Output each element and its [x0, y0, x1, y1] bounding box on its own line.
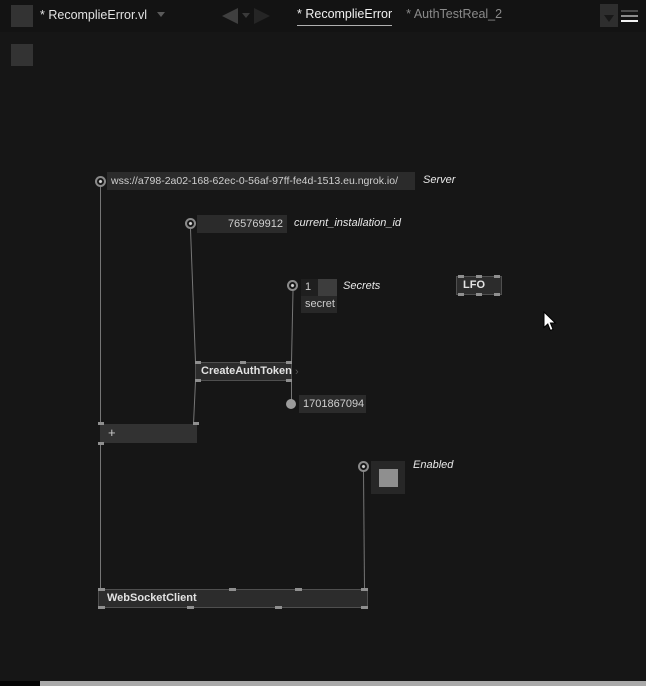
create-auth-token-node[interactable]: [195, 362, 292, 381]
lfo-output-pin[interactable]: [476, 293, 482, 296]
lfo-output-pin[interactable]: [458, 293, 464, 296]
secrets-index-cell[interactable]: 1: [301, 279, 318, 296]
wire-createauthtoken-to-plus: [194, 381, 196, 424]
scrollbar-corner: [0, 681, 40, 686]
wire-secrets-to-createauthtoken: [292, 291, 294, 362]
enabled-checkbox[interactable]: [371, 461, 405, 494]
websocket-client-node[interactable]: [98, 589, 368, 608]
quad-dropdown-button[interactable]: [600, 4, 618, 27]
websocket-client-title: WebSocketClient: [107, 592, 197, 604]
patch-tabs: [297, 7, 502, 26]
navigate-back-icon[interactable]: [222, 8, 238, 24]
enabled-checkbox-checkmark: [379, 469, 398, 487]
create-auth-token-input-pin[interactable]: [240, 361, 246, 364]
installation-id-pin-label: current_installation_id: [294, 217, 402, 229]
wire-enabled-to-websocketclient: [364, 471, 365, 589]
websocket-client-output-pin[interactable]: [98, 606, 105, 609]
websocket-client-output-pin[interactable]: [361, 606, 368, 609]
document-button[interactable]: [11, 5, 33, 27]
plus-node[interactable]: [100, 424, 197, 443]
lfo-input-pin[interactable]: [458, 275, 464, 278]
lfo-node[interactable]: [456, 276, 502, 295]
tab-recomplieerror[interactable]: * RecomplieError: [297, 7, 392, 26]
create-auth-token-output-pin[interactable]: [195, 379, 201, 382]
plus-input-pin[interactable]: [193, 422, 199, 425]
create-auth-token-input-pin[interactable]: [195, 361, 201, 364]
hamburger-menu-icon[interactable]: [621, 10, 638, 24]
server-input-pin[interactable]: [95, 176, 106, 187]
secrets-spread-iobox[interactable]: [301, 279, 337, 313]
server-pin-label: Server: [423, 174, 456, 186]
secrets-index-filler: [318, 279, 337, 296]
plus-output-pin[interactable]: [98, 442, 104, 445]
secrets-input-pin[interactable]: [287, 280, 298, 291]
navigate-forward-icon[interactable]: [254, 8, 270, 24]
top-bar: [0, 0, 646, 32]
create-auth-token-expand-chevron-icon[interactable]: ›: [295, 366, 299, 378]
websocket-client-input-pin[interactable]: [295, 588, 302, 591]
secrets-index-row: [301, 279, 337, 296]
lfo-input-pin[interactable]: [494, 275, 500, 278]
wire-installationid-to-createauthtoken: [191, 229, 196, 362]
websocket-client-output-pin[interactable]: [187, 606, 194, 609]
enabled-input-pin[interactable]: [358, 461, 369, 472]
document-title-label: * RecomplieError.vl: [40, 8, 147, 22]
server-url-iobox[interactable]: wss://a798-2a02-168-62ec-0-56af-97ff-fe4d-1513.eu.ngrok.io/: [107, 172, 415, 190]
lfo-output-pin[interactable]: [494, 293, 500, 296]
enabled-pin-label: Enabled: [413, 459, 454, 471]
token-iobox[interactable]: 1701867094: [299, 395, 366, 413]
horizontal-scrollbar-thumb[interactable]: [40, 681, 646, 686]
mouse-cursor: [543, 311, 559, 333]
secrets-value-cell[interactable]: secret: [301, 296, 337, 313]
plus-input-pin[interactable]: [98, 422, 104, 425]
create-auth-token-output-pin[interactable]: [286, 379, 292, 382]
secrets-pin-label: Secrets: [343, 280, 381, 292]
websocket-client-output-pin[interactable]: [275, 606, 282, 609]
websocket-client-input-pin[interactable]: [229, 588, 236, 591]
installation-id-iobox[interactable]: 765769912: [197, 215, 287, 233]
installation-id-input-pin[interactable]: [185, 218, 196, 229]
plus-node-title: +: [108, 425, 116, 440]
toolbar-square-button[interactable]: [11, 44, 33, 66]
document-title[interactable]: [40, 8, 165, 22]
websocket-client-input-pin[interactable]: [361, 588, 368, 591]
token-output-pin[interactable]: [286, 399, 296, 409]
lfo-node-title: LFO: [463, 279, 485, 291]
tab-authtestreal-2[interactable]: * AuthTestReal_2: [406, 7, 503, 21]
websocket-client-input-pin[interactable]: [98, 588, 105, 591]
create-auth-token-title: CreateAuthToken: [201, 365, 292, 377]
lfo-input-pin[interactable]: [476, 275, 482, 278]
create-auth-token-input-pin[interactable]: [286, 361, 292, 364]
history-dropdown-icon[interactable]: [242, 13, 250, 18]
chevron-down-icon: [157, 12, 165, 17]
